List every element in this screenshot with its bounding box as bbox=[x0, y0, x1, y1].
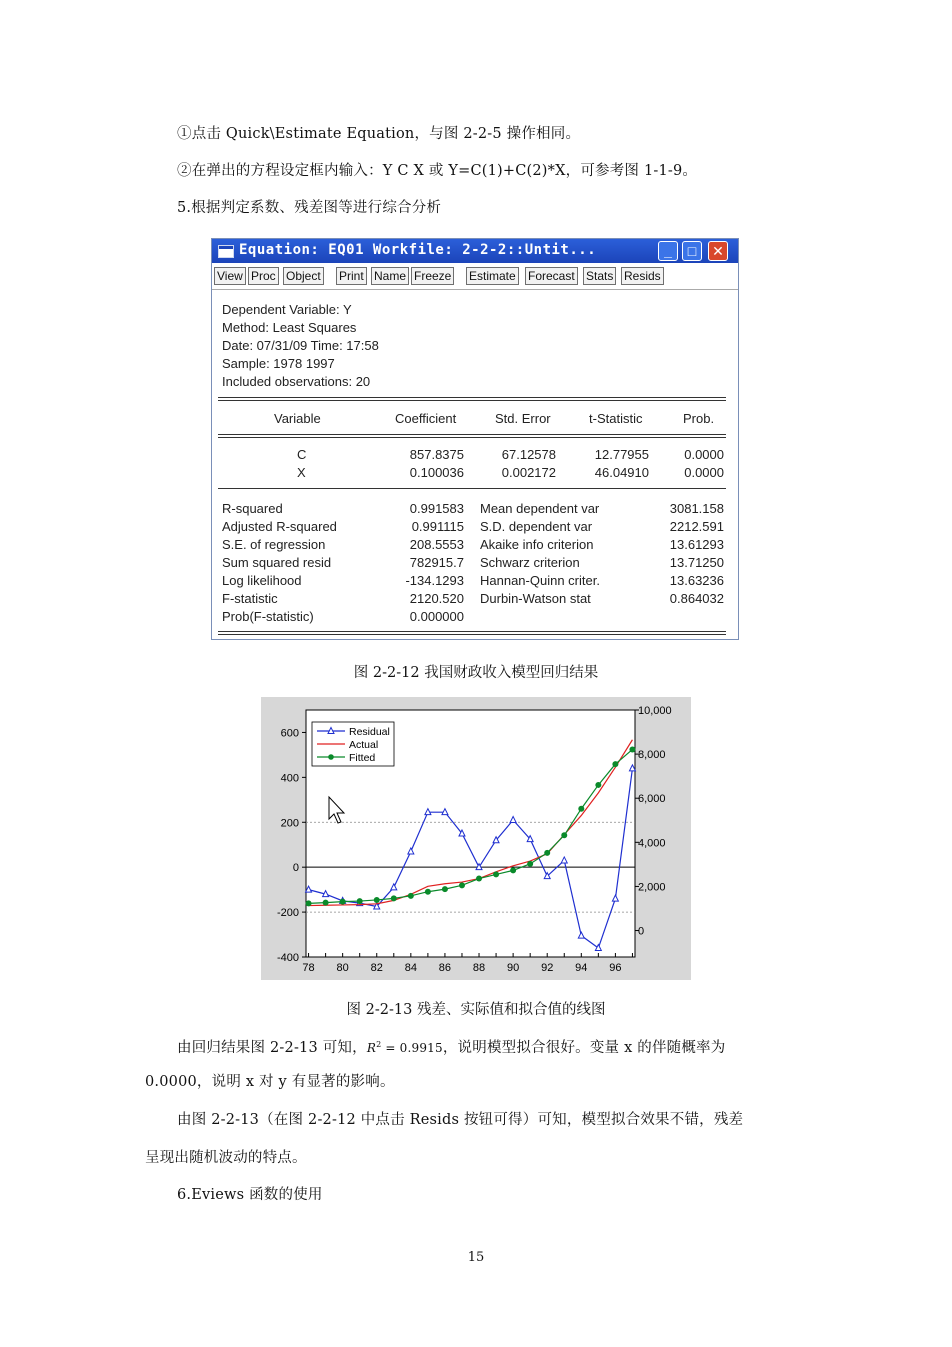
fitted-point bbox=[323, 900, 329, 906]
x-axis-tick-label: 90 bbox=[506, 962, 520, 974]
left-axis-tick-label: 200 bbox=[280, 817, 299, 830]
object-button[interactable]: Object bbox=[283, 267, 324, 285]
stat-label: Durbin-Watson stat bbox=[480, 591, 591, 606]
fitted-point bbox=[357, 898, 363, 904]
legend-label: Actual bbox=[349, 739, 379, 751]
left-axis-tick-label: -400 bbox=[276, 952, 299, 964]
figure-caption-2-2-12: 图 2-2-12 我国财政收入模型回归结果 bbox=[353, 665, 599, 681]
col-t-statistic: t-Statistic bbox=[589, 411, 643, 426]
stat-label: S.D. dependent var bbox=[480, 519, 593, 534]
fitted-point bbox=[493, 871, 499, 877]
analysis-text: 由回归结果图 2-2-13 可知， bbox=[177, 1040, 367, 1056]
observations-line: Included observations: 20 bbox=[222, 374, 371, 389]
dependent-variable: Dependent Variable: Y bbox=[222, 302, 352, 317]
row-c-prob: 0.0000 bbox=[684, 447, 724, 462]
table-rule bbox=[218, 397, 726, 401]
r-squared-formula bbox=[367, 1041, 443, 1055]
x-axis-tick-label: 96 bbox=[609, 962, 622, 974]
minimize-button[interactable]: _ bbox=[658, 241, 678, 261]
figure-caption-2-2-13: 图 2-2-13 残差、实际值和拟合值的线图 bbox=[346, 1002, 606, 1018]
stat-label: F-statistic bbox=[222, 591, 278, 606]
stat-value: 0.991583 bbox=[409, 501, 464, 516]
stat-value: 0.864032 bbox=[669, 591, 724, 606]
r-superscript: 2 bbox=[376, 1040, 382, 1049]
left-axis-tick-label: 400 bbox=[280, 772, 299, 785]
fitted-point bbox=[578, 806, 584, 812]
section-heading-5: 5.根据判定系数、残差图等进行综合分析 bbox=[177, 200, 442, 216]
stat-value: 13.71250 bbox=[669, 555, 724, 570]
right-axis-tick-label: 2,000 bbox=[638, 881, 666, 894]
row-c-variable: C bbox=[297, 447, 307, 462]
fitted-point bbox=[408, 893, 414, 899]
x-axis-tick-label: 88 bbox=[472, 962, 486, 974]
x-axis-tick-label: 94 bbox=[575, 962, 588, 974]
row-x-variable: X bbox=[297, 465, 306, 480]
toolbar-separator bbox=[212, 289, 738, 290]
fitted-point bbox=[442, 886, 448, 892]
right-axis-tick-label: 6,000 bbox=[638, 793, 666, 806]
stat-value: 208.5553 bbox=[409, 537, 464, 552]
fitted-point bbox=[595, 782, 601, 788]
stats-button[interactable]: Stats bbox=[583, 267, 616, 285]
right-axis-tick-label: 10,000 bbox=[638, 705, 672, 717]
resids-button[interactable]: Resids bbox=[621, 267, 664, 285]
stat-label: Schwarz criterion bbox=[480, 555, 580, 570]
row-x-std-error: 0.002172 bbox=[501, 465, 556, 480]
stat-value: 2120.520 bbox=[409, 591, 464, 606]
x-axis-tick-label: 84 bbox=[404, 962, 417, 974]
row-x-t-statistic: 46.04910 bbox=[594, 465, 649, 480]
col-std-error: Std. Error bbox=[495, 411, 551, 426]
analysis-paragraph-2-cont: 呈现出随机波动的特点。 bbox=[145, 1150, 307, 1166]
stat-label: S.E. of regression bbox=[222, 537, 326, 552]
estimate-button[interactable]: Estimate bbox=[466, 267, 519, 285]
row-c-coefficient: 857.8375 bbox=[409, 447, 464, 462]
analysis-text: ，说明模型拟合很好。变量 x 的伴随概率为 bbox=[442, 1040, 726, 1056]
instruction-line-1: ①点击 Quick\Estimate Equation，与图 2-2-5 操作相同。 bbox=[177, 126, 581, 142]
analysis-paragraph-2: 由图 2-2-13（在图 2-2-12 中点击 Resids 按钮可得）可知，模型拟合效果不错，残差 bbox=[177, 1112, 744, 1128]
row-c-t-statistic: 12.77955 bbox=[594, 447, 649, 462]
table-rule bbox=[218, 488, 726, 490]
view-button[interactable]: View bbox=[214, 267, 246, 285]
maximize-button[interactable]: □ bbox=[682, 241, 702, 261]
sample-line: Sample: 1978 1997 bbox=[222, 356, 335, 371]
fitted-point bbox=[510, 867, 516, 873]
fitted-point bbox=[476, 876, 482, 882]
row-x-prob: 0.0000 bbox=[684, 465, 724, 480]
app-window-icon bbox=[218, 245, 234, 258]
r-squared-value: = 0.9915 bbox=[381, 1041, 443, 1055]
col-coefficient: Coefficient bbox=[395, 411, 457, 426]
fitted-point bbox=[459, 882, 465, 888]
stat-value: 3081.158 bbox=[669, 501, 724, 516]
right-axis-tick-label: 0 bbox=[638, 925, 645, 938]
stat-label: Mean dependent var bbox=[480, 501, 600, 516]
stat-value: -134.1293 bbox=[405, 573, 464, 588]
close-button[interactable]: ✕ bbox=[708, 241, 728, 261]
equation-window bbox=[211, 238, 739, 640]
fitted-point bbox=[425, 889, 431, 895]
fitted-point bbox=[629, 746, 635, 752]
legend-label: Fitted bbox=[349, 752, 376, 764]
fitted-point bbox=[561, 832, 567, 838]
print-button[interactable]: Print bbox=[336, 267, 367, 285]
stat-value: 0.000000 bbox=[409, 609, 464, 624]
instruction-line-2: ②在弹出的方程设定框内输入：Y C X 或 Y=C(1)+C(2)*X，可参考图 1-1-9。 bbox=[177, 163, 698, 179]
stat-label: Log likelihood bbox=[222, 573, 302, 588]
x-axis-tick-label: 86 bbox=[438, 962, 452, 974]
window-titlebar[interactable] bbox=[212, 239, 738, 263]
forecast-button[interactable]: Forecast bbox=[525, 267, 578, 285]
proc-button[interactable]: Proc bbox=[248, 267, 279, 285]
stat-label: Akaike info criterion bbox=[480, 537, 594, 552]
stat-value: 13.61293 bbox=[669, 537, 724, 552]
fitted-point bbox=[306, 900, 312, 906]
legend-label: Residual bbox=[349, 726, 390, 738]
right-axis-tick-label: 4,000 bbox=[638, 837, 666, 850]
stat-value: 2212.591 bbox=[669, 519, 724, 534]
table-rule bbox=[218, 631, 726, 635]
stat-value: 782915.7 bbox=[409, 555, 464, 570]
fitted-point bbox=[544, 850, 550, 856]
stat-label: Prob(F-statistic) bbox=[222, 609, 314, 624]
window-title: Equation: EQ01 Workfile: 2-2-2::Untit... bbox=[239, 242, 597, 258]
fitted-point bbox=[340, 899, 346, 905]
col-prob: Prob. bbox=[683, 411, 715, 426]
stat-label: Adjusted R-squared bbox=[222, 519, 337, 534]
fitted-point bbox=[612, 761, 618, 767]
x-axis-tick-label: 92 bbox=[541, 962, 554, 974]
name-button[interactable]: Name bbox=[371, 267, 409, 285]
left-axis-tick-label: 600 bbox=[280, 727, 299, 740]
left-axis-tick-label: 0 bbox=[292, 862, 299, 875]
freeze-button[interactable]: Freeze bbox=[411, 267, 454, 285]
method-line: Method: Least Squares bbox=[222, 320, 357, 335]
row-x-coefficient: 0.100036 bbox=[409, 465, 464, 480]
analysis-paragraph-1-cont: 0.0000，说明 x 对 y 有显著的影响。 bbox=[145, 1074, 395, 1090]
stat-value: 13.63236 bbox=[669, 573, 724, 588]
r-symbol: R bbox=[366, 1041, 377, 1055]
table-rule bbox=[218, 434, 726, 438]
analysis-paragraph-1 bbox=[177, 1035, 725, 1058]
residual-chart-svg bbox=[261, 697, 691, 980]
fitted-point bbox=[374, 897, 380, 903]
x-axis-tick-label: 80 bbox=[336, 962, 349, 974]
legend-marker bbox=[328, 754, 334, 760]
section-heading-6: 6.Eviews 函数的使用 bbox=[177, 1187, 323, 1203]
stat-value: 0.991115 bbox=[411, 519, 464, 534]
page-number: 15 bbox=[467, 1250, 485, 1265]
left-axis-tick-label: -200 bbox=[276, 907, 299, 920]
residual-chart bbox=[261, 697, 691, 980]
col-variable: Variable bbox=[274, 411, 321, 426]
stat-label: Hannan-Quinn criter. bbox=[480, 573, 600, 588]
stat-label: Sum squared resid bbox=[222, 555, 332, 570]
x-axis-tick-label: 82 bbox=[370, 962, 383, 974]
fitted-point bbox=[527, 861, 533, 867]
right-axis-tick-label: 8,000 bbox=[638, 749, 666, 762]
fitted-point bbox=[391, 895, 397, 901]
stat-label: R-squared bbox=[222, 501, 283, 516]
date-line: Date: 07/31/09 Time: 17:58 bbox=[222, 338, 379, 353]
row-c-std-error: 67.12578 bbox=[501, 447, 556, 462]
x-axis-tick-label: 78 bbox=[302, 962, 315, 974]
